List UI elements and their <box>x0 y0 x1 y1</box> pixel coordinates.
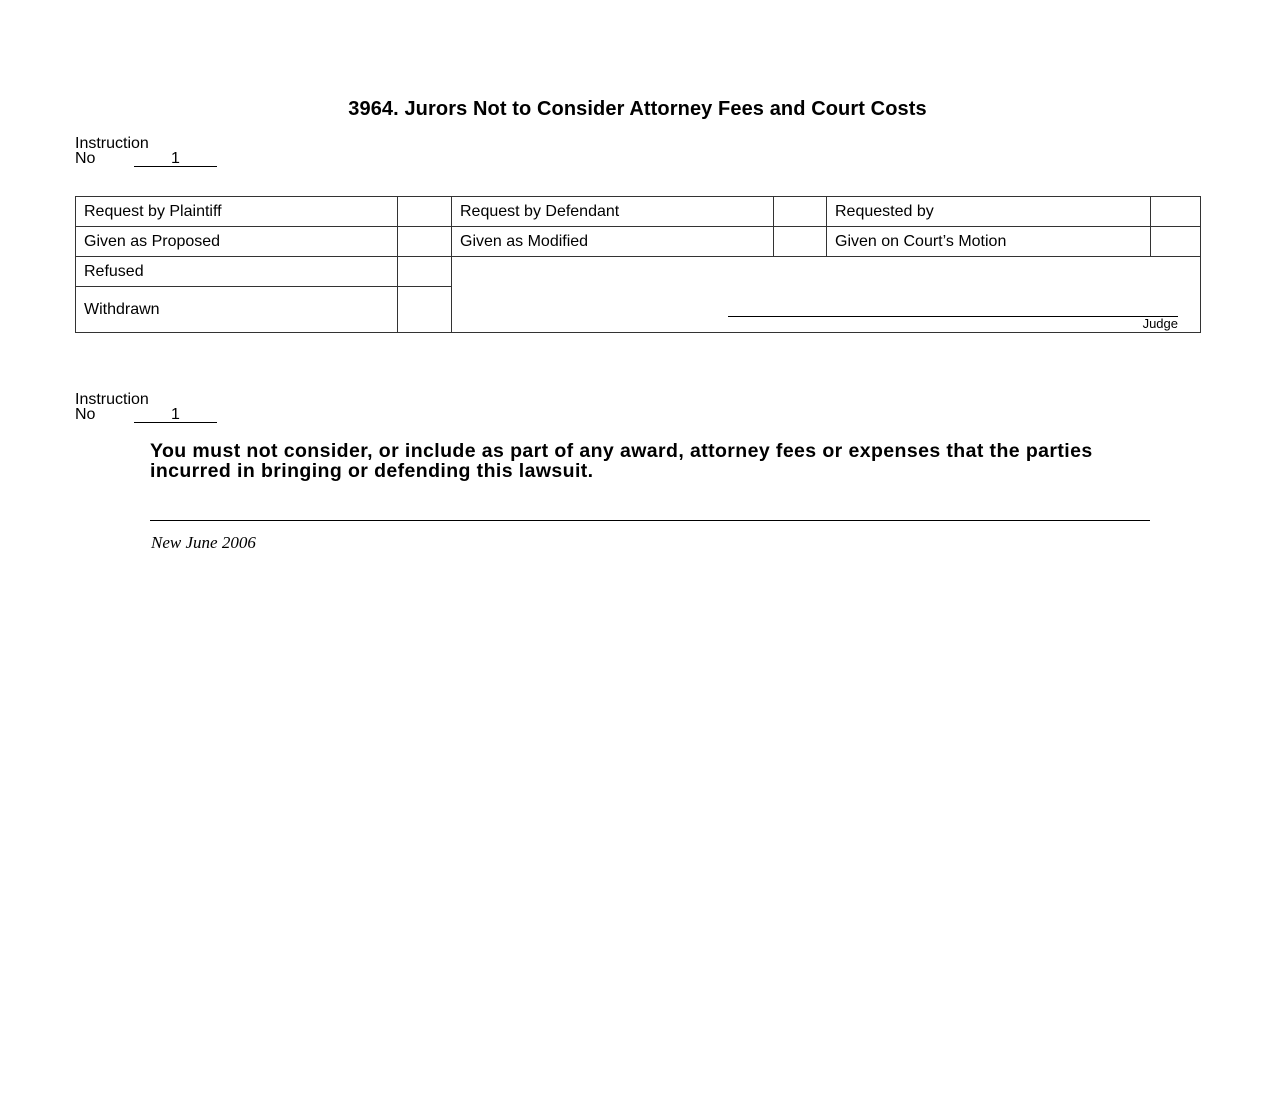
given-modified-label: Given as Modified <box>452 227 774 257</box>
requested-by-box[interactable] <box>1151 197 1201 227</box>
instruction-no-row <box>75 406 180 423</box>
instruction-status-form <box>75 196 1201 333</box>
refused-label: Refused <box>76 257 398 287</box>
judge-label: Judge <box>1142 316 1178 331</box>
instruction-number-bottom <box>75 391 180 423</box>
withdrawn-label: Withdrawn <box>76 287 398 333</box>
given-court-motion-label: Given on Court’s Motion <box>827 227 1151 257</box>
given-proposed-label: Given as Proposed <box>76 227 398 257</box>
document-title: 3964. Jurors Not to Consider Attorney Fees and Court Costs <box>348 98 927 120</box>
withdrawn-box[interactable] <box>398 287 452 333</box>
request-plaintiff-label: Request by Plaintiff <box>76 197 398 227</box>
revision-footnote: New June 2006 <box>151 533 256 552</box>
instruction-no-label: No <box>75 406 96 423</box>
instruction-no-value[interactable]: 1 <box>134 407 217 423</box>
separator-line <box>150 520 1150 521</box>
refused-box[interactable] <box>398 257 452 287</box>
instruction-number-top <box>75 135 180 167</box>
request-plaintiff-box[interactable] <box>398 197 452 227</box>
instruction-no-label: No <box>75 150 96 167</box>
instruction-label: Instruction <box>75 135 149 152</box>
judge-signature-area[interactable] <box>452 257 1201 333</box>
given-proposed-box[interactable] <box>398 227 452 257</box>
given-modified-box[interactable] <box>774 227 827 257</box>
instruction-no-row <box>75 150 180 167</box>
request-defendant-box[interactable] <box>774 197 827 227</box>
instruction-label: Instruction <box>75 391 149 408</box>
instruction-no-value[interactable]: 1 <box>134 151 217 167</box>
judge-signature-line <box>728 316 1178 317</box>
requested-by-label: Requested by <box>827 197 1151 227</box>
request-defendant-label: Request by Defendant <box>452 197 774 227</box>
given-court-motion-box[interactable] <box>1151 227 1201 257</box>
instruction-body-text: You must not consider, or include as part of any award, attorney fees or expenses that the parties incurred in bringing or defending this lawsuit. <box>150 440 1093 482</box>
